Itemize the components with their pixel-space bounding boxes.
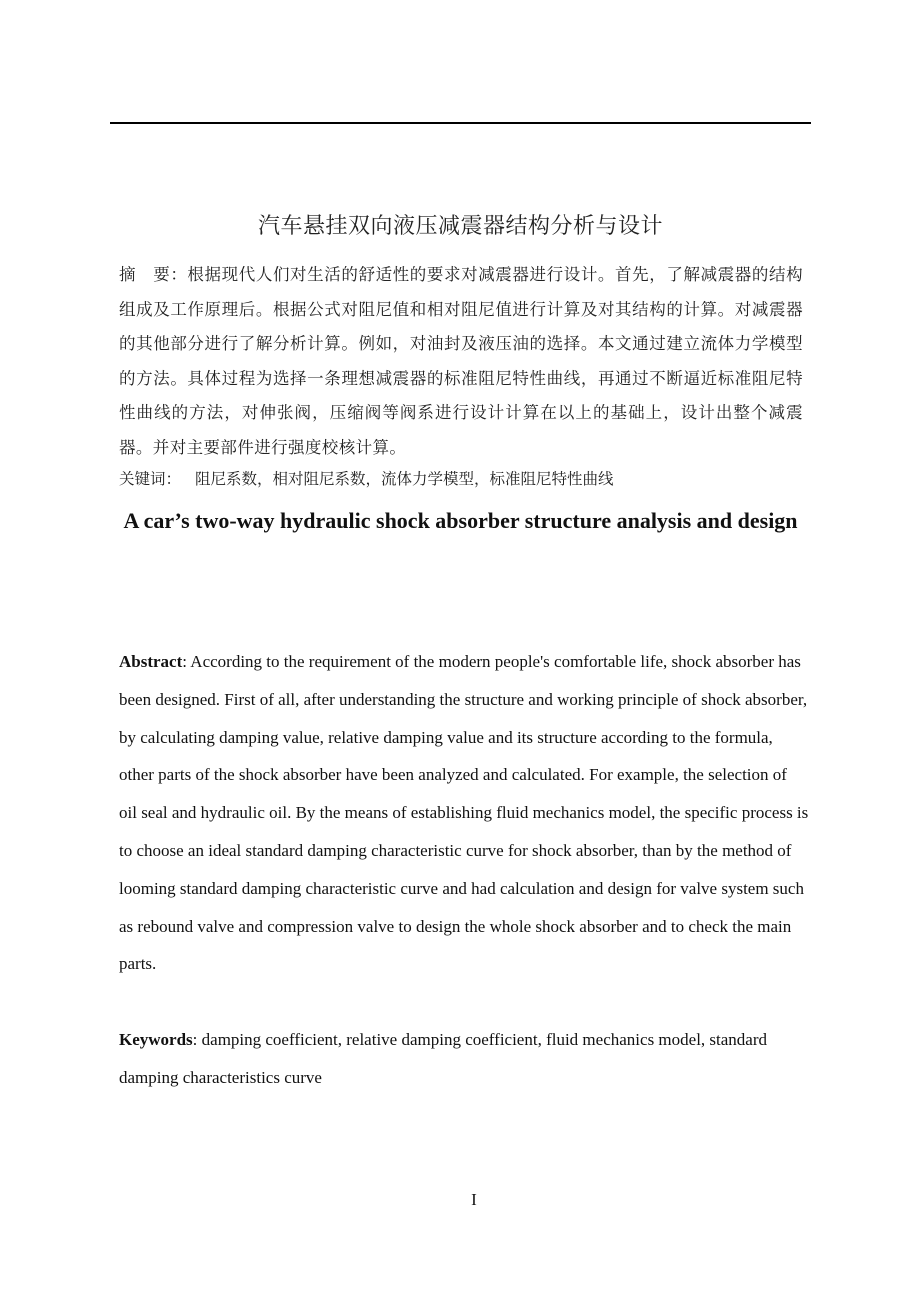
page-number: I xyxy=(471,1190,477,1209)
header-rule xyxy=(110,122,811,124)
english-keywords-text: : damping coefficient, relative damping coefficient, fluid mechanics model, standard damping characteristics curve xyxy=(119,1030,768,1087)
english-abstract-text: : According to the requirement of the modern people's comfortable life, shock absorber has been designed. First of all, after understanding the structure and working principle of shock absorber, by calculating damping value, relative damping value and its structure according to the formula, other parts of the shock absorber have been analyzed and calculated. For example, the selection of oil seal and hydraulic oil. By the means of establishing fluid mechanics model, the specific process is to choose an ideal standard damping characteristic curve for shock absorber, than by the method of looming standard damping characteristic curve and had calculation and design for valve system such as rebound valve and compression valve to design the whole shock absorber and to check the main parts. xyxy=(119,652,809,974)
english-keywords xyxy=(119,1021,809,1097)
english-abstract xyxy=(119,643,809,983)
english-abstract-label: Abstract xyxy=(119,652,183,671)
chinese-keywords-text: 阻尼系数，相对阻尼系数，流体力学模型，标准阻尼特性曲线 xyxy=(195,470,614,488)
english-title: A car’s two-way hydraulic shock absorber structure analysis and design xyxy=(123,508,798,533)
chinese-title: 汽车悬挂双向液压减震器结构分析与设计 xyxy=(257,214,663,239)
chinese-abstract-text: 根据现代人们对生活的舒适性的要求对减震器进行设计。首先，了解减震器的结构组成及工作原理后。根据公式对阻尼值和相对阻尼值进行计算及对其结构的计算。对减震器的其他部分进行了解分析计算。例如，对油封及液压油的选择。本文通过建立流体力学模型的方法。具体过程为选择一条理想减震器的标准阻尼特性曲线，再通过不断逼近标准阻尼特性曲线的方法，对伸张阀，压缩阀等阀系进行设计计算在以上的基础上，设计出整个减震器。并对主要部件进行强度校核计算。 xyxy=(119,265,803,457)
chinese-abstract-label: 摘 要： xyxy=(119,265,188,284)
chinese-keywords-label: 关键词： xyxy=(119,470,182,488)
chinese-keywords xyxy=(119,462,803,496)
english-keywords-label: Keywords xyxy=(119,1030,193,1049)
chinese-abstract xyxy=(119,258,803,465)
